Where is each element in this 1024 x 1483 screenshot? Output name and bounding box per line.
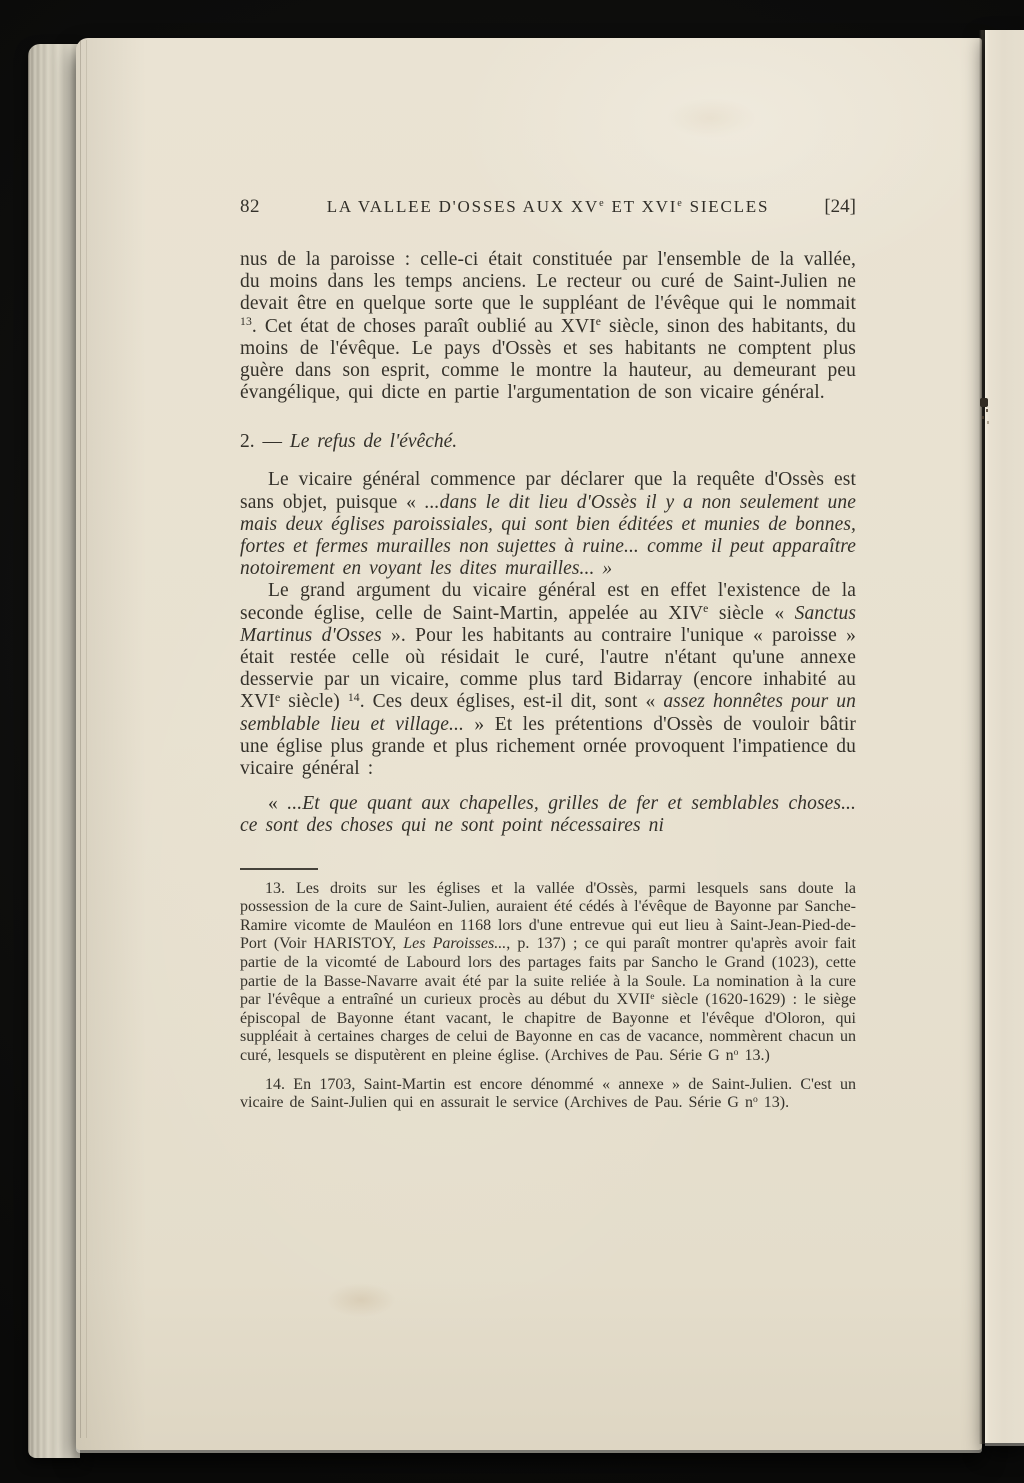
superscript: 13 [240,315,252,329]
text-run: siècle, sinon des habitants, du moins de l'évêque. Le pays d'Ossès et ses habitants ne comptent plus guère dans son esprit, comme le montre la hauteur, au demeurant peu évangélique, qui dicte en partie l'argumentation de son vicaire général. [240,315,856,404]
text-run: Le vicaire général commence par déclarer que la requête d'Ossès est sans objet, puisque « [240,469,856,513]
footnote-separator [240,868,318,870]
page-text-column [240,196,856,1113]
text-run: SIECLES [683,197,770,216]
text-run: 13.) [738,1047,770,1065]
superscript: e [703,602,709,616]
book-page-edges [28,44,80,1458]
text-run: Le grand argument du vicaire général est en effet l'existence de la seconde église, celle de Saint-Martin, appelée au XIV [240,580,856,624]
footnote-13 [240,880,856,1066]
text-run: 13. Les droits sur les églises et la vallée d'Ossès, parmi lesquels sans doute la possession de la cure de Saint-Julien, auraient été cédés à l'évêque de Bayonne par Sanche-Ramire vicomte de Mauléon en 1168 lors d'une entrevue qui eut lieu à Saint-Jean-Pied-de-Port (Voir HARISTOY, [240,879,856,953]
paragraph-2 [240,469,856,580]
text-run: LA VALLEE D'OSSES AUX XV [326,197,600,216]
italic-text-run: Sanctus Martinus d'Osses [240,602,857,646]
superscript: o [752,1093,758,1105]
italic-text-run: Le refus de l'évêché. [289,431,458,453]
paper-stain [666,98,756,138]
superscript: e [677,198,684,210]
text-run: ». Pour les habitants au contraire l'unique « paroisse » était restée celle où résidait le curé, l'autre n'étant qu'une annexe desservie par un vicaire, comme plus tard Bidarray (encore inhabité au XVI [240,624,857,713]
text-run: ET XVI [605,197,678,216]
text-run: siècle « [708,602,795,624]
paragraph-1 [240,249,856,404]
facing-page-edge [985,30,1024,1443]
running-header [240,196,856,218]
text-run: , p. 137) ; ce qui paraît montrer qu'après avoir fait partie de la vicomté de Labourd lors des partages faits par Sancho le Grand (1023), cette partie de la Basse-Navarre avait été par la suite reliée à la Soule. La nomination à la cure par l'évêque a entraîné un curieux procès au début du XVII [240,935,857,1009]
italic-text-run: Les Paroisses... [403,935,507,953]
text-run: 14. En 1703, Saint-Martin est encore dénommé « annexe » de Saint-Julien. C'est un vicaire de Saint-Julien qui en assurait le service (Archives de Pau. Série G n [240,1075,856,1112]
text-run: nus de la paroisse : celle-ci était constituée par l'ensemble de la vallée, du moins dans les temps anciens. Le recteur ou curé de Saint-Julien ne devait être en quelque sorte que le suppléant de l'évêque qui le nommait [240,249,856,315]
text-run: siècle (1620-1629) : le siège épiscopal de Bayonne étant vacant, le chapitre de Bayonne et l'évêque d'Oloron, qui suppléait à certaines charges de celui de Bayonne en cas de vacance, nommèrent chacun un curé, lesquels se disputèrent en pleine église. (Archives de Pau. Série G n [240,991,856,1065]
text-run: 2. — [240,431,290,453]
text-run: » Et les prétentions d'Ossès de vouloir bâtir une église plus grande et plus richement ornée provoquent l'impatience du vicaire général : [240,713,856,780]
ink-speck [980,398,988,407]
italic-text-run: ...dans le dit lieu d'Ossès il y a non seulement une mais deux églises paroissiales, qui sont bien éditées et munies de bonnes, fortes et fermes murailles non sujettes à ruine... comme il peut apparaître notoirement en voyant les dites murailles... » [240,491,856,580]
superscript: e [274,691,281,705]
text-run: . Cet état de choses paraît oublié au XVI [251,315,596,337]
text-run: « [268,793,288,815]
text-run: . Ces deux églises, est-il dit, sont « [359,691,664,713]
paragraph-3 [240,580,856,780]
header-bracket-number: [24] [824,196,856,217]
running-title [310,197,786,217]
text-run: 13). [757,1094,790,1112]
italic-text-run: assez honnêtes pour un semblable lieu et village... [240,691,856,735]
superscript: e [599,198,606,210]
superscript: e [650,990,655,1002]
footnote-14 [240,1076,856,1113]
superscript: e [595,315,602,329]
superscript: 14 [347,691,360,705]
section-heading [240,431,856,453]
page-number: 82 [240,196,260,217]
book-page [76,38,982,1450]
superscript: o [733,1046,739,1058]
quote-paragraph [240,793,856,837]
text-run: siècle) [280,691,348,713]
italic-text-run: ...Et que quant aux chapelles, grilles de fer et semblables choses... ce sont des choses qui ne sont point nécessaires ni [240,793,857,837]
paper-stain [326,1283,396,1317]
